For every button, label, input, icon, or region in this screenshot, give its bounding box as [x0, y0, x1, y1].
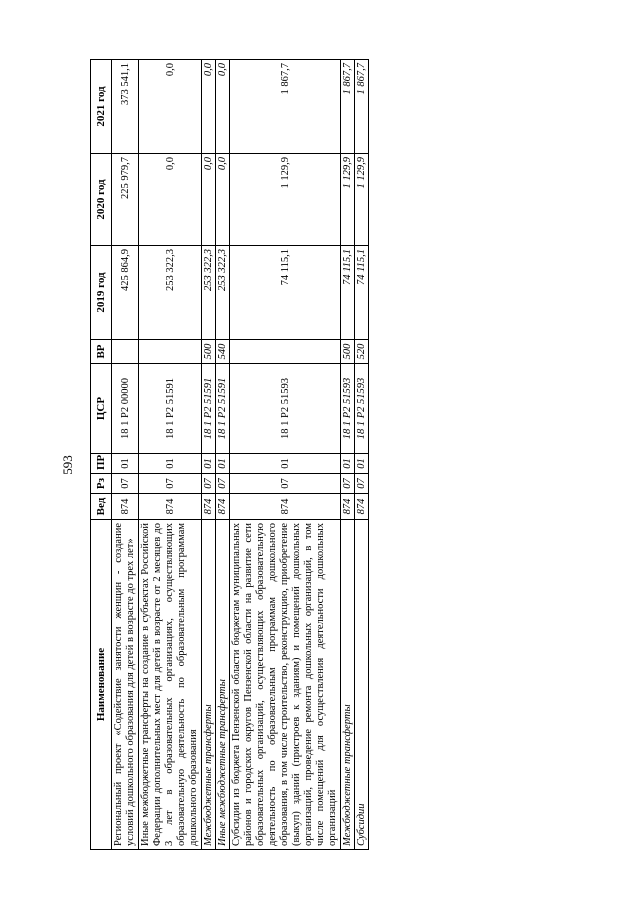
- row-2021: 1 867,7: [341, 60, 355, 154]
- page-number: 593: [60, 455, 75, 475]
- row-vr: [112, 340, 139, 364]
- row-ved: 874: [355, 494, 369, 520]
- header-csr: ЦСР: [91, 364, 112, 454]
- row-2021: 0,0: [216, 60, 230, 154]
- row-name: Иные межбюджетные трансферты на создание в субъектах Российской Федерации дополнительных мест для детей в возрасте от 2 месяцев до 3 лет в образовательных организациях, осуществляющих образовательную деятельность по образовательным программам дошкольного образования: [139, 520, 202, 850]
- row-2019: 425 864,9: [112, 246, 139, 340]
- row-rz: 07: [216, 474, 230, 494]
- row-rz: 07: [112, 474, 139, 494]
- row-2021: 373 541,1: [112, 60, 139, 154]
- row-2019: 74 115,1: [355, 246, 369, 340]
- row-vr: 520: [355, 340, 369, 364]
- row-csr: 18 1 P2 51593: [230, 364, 341, 454]
- header-pr: ПР: [91, 454, 112, 474]
- row-pr: 01: [230, 454, 341, 474]
- row-2021: 1 867,7: [355, 60, 369, 154]
- row-rz: 07: [202, 474, 216, 494]
- header-2020: 2020 год: [91, 154, 112, 246]
- table-row: [202, 60, 216, 850]
- row-pr: 01: [112, 454, 139, 474]
- table-row: [112, 60, 139, 850]
- row-2020: 225 979,7: [112, 154, 139, 246]
- row-name: Межбюджетные трансферты: [341, 520, 355, 850]
- row-vr: [139, 340, 202, 364]
- row-csr: 18 1 P2 51591: [202, 364, 216, 454]
- row-vr: 500: [202, 340, 216, 364]
- row-2021: 0,0: [139, 60, 202, 154]
- row-pr: 01: [216, 454, 230, 474]
- row-ved: 874: [139, 494, 202, 520]
- row-pr: 01: [355, 454, 369, 474]
- row-vr: 540: [216, 340, 230, 364]
- header-2021: 2021 год: [91, 60, 112, 154]
- header-name: Наименование: [91, 520, 112, 850]
- row-2020: 0,0: [139, 154, 202, 246]
- row-pr: 01: [202, 454, 216, 474]
- row-2021: 1 867,7: [230, 60, 341, 154]
- row-2019: 74 115,1: [230, 246, 341, 340]
- row-rz: 07: [341, 474, 355, 494]
- table-row: [341, 60, 355, 850]
- row-2020: 0,0: [216, 154, 230, 246]
- row-name: Субсидии: [355, 520, 369, 850]
- header-rz: Рз: [91, 474, 112, 494]
- table-row: [355, 60, 369, 850]
- row-rz: 07: [355, 474, 369, 494]
- row-2021: 0,0: [202, 60, 216, 154]
- table-row: [230, 60, 341, 850]
- row-name: Иные межбюджетные трансферты: [216, 520, 230, 850]
- row-ved: 874: [112, 494, 139, 520]
- row-2019: 74 115,1: [341, 246, 355, 340]
- row-ved: 874: [230, 494, 341, 520]
- row-name: Региональный проект «Содействие занятости женщин - создание условий дошкольного образования для детей в возрасте до трех лет»: [112, 520, 139, 850]
- header-2019: 2019 год: [91, 246, 112, 340]
- table-header-row: [91, 60, 112, 850]
- row-vr: 500: [341, 340, 355, 364]
- table-row: [216, 60, 230, 850]
- row-csr: 18 1 P2 51593: [355, 364, 369, 454]
- row-csr: 18 1 P2 51591: [216, 364, 230, 454]
- row-csr: 18 1 P2 00000: [112, 364, 139, 454]
- row-name: Межбюджетные трансферты: [202, 520, 216, 850]
- row-2020: 0,0: [202, 154, 216, 246]
- row-pr: 01: [341, 454, 355, 474]
- row-name: Субсидии из бюджета Пензенской области бюджетам муниципальных районов и городских округов Пензенской области на развитие сети образовательных организаций, осуществляющих образовательную деятельность по образовательным программам дошкольного образования, в том числе строительство, реконструкцию, приобретение (выкуп) зданий (пристроев к зданиям) и помещений дошкольных организаций, проведение ремонта дошкольных организаций, в том числе помещений для осуществления деятельности дошкольных организаций: [230, 520, 341, 850]
- row-ved: 874: [202, 494, 216, 520]
- row-2019: 253 322,3: [202, 246, 216, 340]
- row-rz: 07: [139, 474, 202, 494]
- rotated-table-container: [90, 60, 452, 850]
- budget-table: [90, 59, 369, 850]
- row-2020: 1 129,9: [341, 154, 355, 246]
- header-ved: Вед: [91, 494, 112, 520]
- table-row: [139, 60, 202, 850]
- row-2020: 1 129,9: [355, 154, 369, 246]
- row-csr: 18 1 P2 51591: [139, 364, 202, 454]
- row-vr: [230, 340, 341, 364]
- row-2019: 253 322,3: [139, 246, 202, 340]
- row-2020: 1 129,9: [230, 154, 341, 246]
- row-rz: 07: [230, 474, 341, 494]
- row-ved: 874: [216, 494, 230, 520]
- row-ved: 874: [341, 494, 355, 520]
- row-pr: 01: [139, 454, 202, 474]
- row-2019: 253 322,3: [216, 246, 230, 340]
- row-csr: 18 1 P2 51593: [341, 364, 355, 454]
- header-vr: ВР: [91, 340, 112, 364]
